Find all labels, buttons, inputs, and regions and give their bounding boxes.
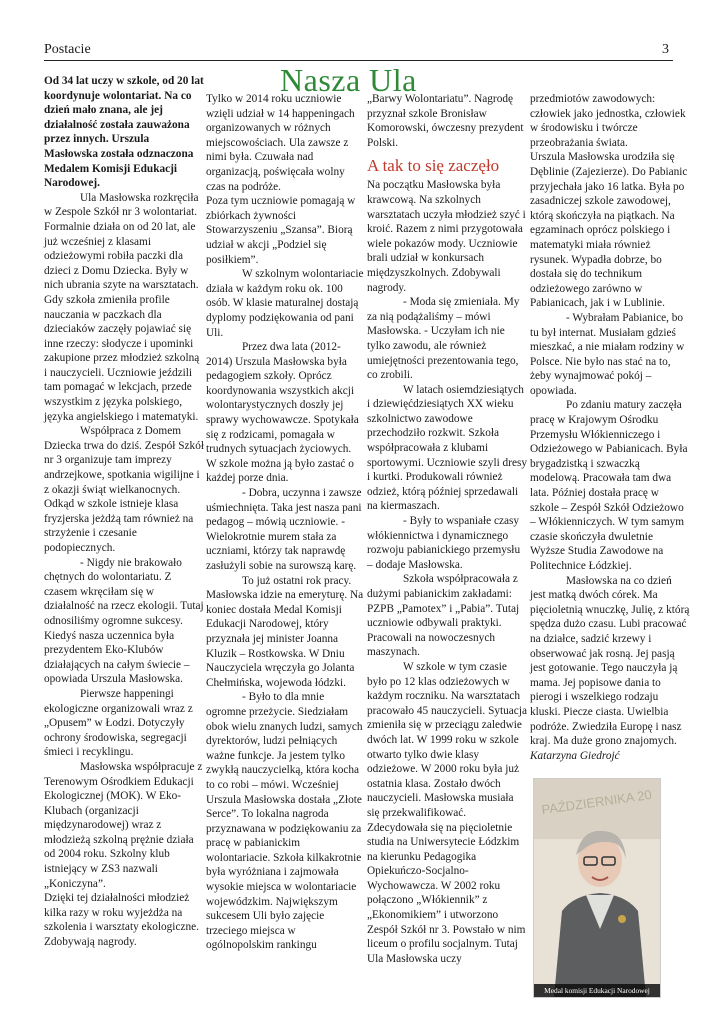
paragraph: - Było to dla mnie ogromne przeżycie. Siedziałam obok wielu znanych ludzi, samych dyrektorów, ludzi pełniących ważne funkcje. Ja jestem tylko zwykłą nauczycielką, która kocha to co robi – mówi. Wcześniej Urszula Masłowska dostała „Złote Serce”. To lokalna nagroda przyznawana w podziękowaniu za pracę w pabianickim wolontariacie. Szkoła kilkakrotnie była wyróżniana i zajmowała wysokie miejsca w wolontariacie wojewódzkim. Największym sukcesem Uli było zajęcie trzeciego miejsca w ogólnopolskim rankingu [206,691,363,952]
paragraph: Tylko w 2014 roku uczniowie wzięli udział w 14 happeningach organizowanych w różnych miejscowościach. Ula zawsze z nimi była. Czuwała nad organizacją, poświęcała wolny czas na podróże. [206,93,355,193]
column-3 [367,92,527,966]
paragraph: - Dobra, uczynna i zawsze uśmiechnięta. Taka jest nasza pani pedagog – mówią uczniowie. - Wielokrotnie murem stała za uczniami, którzy tak naprawdę zasłużyli sobie na surowszą karę. [206,487,362,572]
paragraph: Pierwsze happeningi ekologiczne organizowali wraz z „Opusem” w Łodzi. Dotyczyły ochrony środowiska, segregacji śmieci i recyklingu. [44,687,193,759]
column-1 [44,74,204,950]
portrait-illustration [534,779,660,997]
paragraph: W latach osiemdziesiątych i dziewięćdziesiątych XX wieku szkolnictwo zawodowe przechodziło rozkwit. Szkoła współpracowała z klubami sportowymi. Uczniowie szyli dresy i kurtki. Produkowali również odzież, którą później sprzedawali na kiermaszach. [367,383,528,513]
paragraph: To już ostatni rok pracy. Masłowska idzie na emeryturę. Na koniec dostała Medal Komisji Edukacji Narodowej, który przyznała jej minister Joanna Kluzik – Rostkowska. W Dniu Nauczyciela wręczyła go Jolanta Chełmińska, wojewoda łódzki. [206,574,364,689]
paragraph: „Barwy Wolontariatu”. Nagrodę przyznał szkole Bronisław Komorowski, ówczesny prezydent Polski. [367,93,524,149]
paragraph: Ula Masłowska rozkręciła w Zespole Szkół nr 3 wolontariat. Formalnie działa on od 20 lat, ale już wcześniej z klasami odzieżowymi robiła paczki dla dzieci z Domu Dziecka. Były w nich ubrania szyte na warsztatach. Gdy szkoła zmieniła profile nauczania w paczkach dla dzieciaków zaczęły pojawiać się inne rzeczy: słodycze i upominki zakupione przez młodzież szkolną i nauczycieli. Uczniowie jeździli tam pomagać w lekcjach, przede wszystkim z języka polskiego, języka angielskiego i matematyki. [44,191,200,423]
paragraph: przedmiotów zawodowych: człowiek jako jednostka, człowiek w środowisku i twórcze przeobrażania świata. [530,93,686,149]
paragraph: Na początku Masłowska była krawcową. Na szkolnych warsztatach uczyła młodzież szyć i kroić. Razem z nimi przygotowała wiele pokazów mody. Uczniowie brali udział w konkursach międzyszkolnych. Zdobywali nagrody. [367,179,526,294]
column-4 [530,92,690,763]
paragraph: Po zdaniu matury zaczęła pracę w Krajowym Ośrodku Przemysłu Włókienniczego i Odzieżowego w Pabianicach. Była brygadzistką i szwaczką modelową. Pracowała tam dwa lata. Później dostała pracę w szkole – Zespół Szkół Odzieżowo – Włókienniczych. W tym samym czasie skończyła dwuletnie Wyższe Studia Zawodowe na Politechnice Łódzkiej. [530,399,688,572]
paragraph: W szkole w tym czasie było po 12 klas odzieżowych w każdym roczniku. Na warsztatach pracowało 45 nauczycieli. Sytuacja zmieniła się w przeciągu zaledwie dwóch lat. W 1999 roku w szkole otwarto tylko dwie klasy odzieżowe. W 2000 roku była już ostatnia klasa. Zostało dwóch nauczycieli. Masłowska musiała się przekwalifikować. Zdecydowała się na pięcioletnie studia na Uniwersytecie Łódzkim na kierunku Pedagogika Opiekuńczo-Socjalno-Wychowawcza. W 2002 roku połączono „Włókiennik” z „Ekonomikiem” i utworzono Zespół Szkół nr 3. Powstało w nim liceum o profilu socjalnym. Tutaj Ula Masłowska uczy [367,660,527,965]
paragraph: Masłowska na co dzień jest matką dwóch córek. Ma pięcioletnią wnuczkę, Julię, z którą spędza dużo czasu. Lubi pracować na działce, sadzić krzewy i obserwować jak rosną. Jej pasją jest gotowanie. Tego nauczyła ją mama. Jej popisowe dania to pierogi i wszelkiego rodzaju kluski. Piecze ciasta. Uwielbia podróże. Zwiedziła Europę i nasz kraj. Ma duże grono znajomych. [530,574,690,748]
subheading: A tak to się zaczęło [367,156,500,176]
section-label: Postacie [44,42,91,57]
paragraph: - Były to wspaniałe czasy włókiennictwa i dynamicznego rozwoju pabianickiego przemysłu – dodaje Masłowska. [367,515,521,571]
paragraph: W szkolnym wolontariacie działa w każdym roku ok. 100 osób. W klasie maturalnej dostają dyplomy podziękowania od pani Uli. [206,268,364,339]
article-lead: Od 34 lat uczy w szkole, od 20 lat koordynuje wolontariat. Na co dzień mało znana, ale jej działalność została zauważona przez innych. Urszula Masłowska została odznaczona Medalem Komisji Edukacji Narodowej. [44,75,204,190]
portrait-photo [533,778,661,998]
paragraph: - Moda się zmieniała. My za nią podążaliśmy – mówi Masłowska. - Uczyłam ich nie tylko zawodu, ale również umiejętności prezentowania tego, co zrobili. [367,296,520,382]
paragraph: Poza tym uczniowie pomagają w zbiórkach żywności Stowarzyszeniu „Szansa”. Biorą udział w akcji „Podziel się posiłkiem”. [206,195,356,266]
author-signature: Katarzyna Giedrojć [530,749,620,762]
photo-caption: Medal komisji Edukacji Narodowej [534,984,660,997]
paragraph: - Wybrałam Pabianice, bo tu był internat. Musiałam gdzieś mieszkać, a nie miałam rodziny w Polsce. Nie było nas stać na to, żeby wynajmować pokój – opowiada. [530,311,685,397]
paragraph: Masłowska współpracuje z Terenowym Ośrodkiem Edukacji Ekologicznej (MOK). W Eko- Klubach (organizacji międzynarodowej) wraz z młodzieżą szkolną prężnie działa od 2004 roku. Szkolny klub istniejący w ZS3 nazwali „Koniczyna”. [44,760,203,890]
backdrop-text: PAŹDZIERNIKA 20 [540,786,653,818]
paragraph: Urszula Masłowska urodziła się Dęblinie (Zajezierze). Do Pabianic przyjechała jako 16 latka. Była po zasadniczej szkole zawodowej, którą skończyła na piątkach. Na egzaminach oprócz polskiego i matematyki miała również rysunek. Wypadła dobrze, bo dostała się do technikum odzieżowego zarówno w Pabianicach, jak i w Lublinie. [530,151,688,310]
paragraph: Współpraca z Domem Dziecka trwa do dziś. Zespół Szkół nr 3 organizuje tam imprezy andrzejkowe, spotkania wigilijne i z okazji świąt wielkanocnych. Odkąd w szkole istnieje klasa fryzjerska jeżdżą tam również na strzyżenie i czesanie podopiecznych. [44,425,204,554]
article-title: Nasza Ula [280,62,417,98]
paragraph: Szkoła współpracowała z dużymi pabianickim zakładami: PZPB „Pamotex” i „Pabia”. Tutaj uczniowie odbywali praktyki. Pracowali na nowoczesnych maszynach. [367,573,520,659]
header-rule [44,60,673,61]
paragraph: - Nigdy nie brakowało chętnych do wolontariatu. Z czasem wkręciłam się w działalność na rzecz ekologii. Tutaj odnosiliśmy ogromne sukcesy. Kiedyś nasza uczennica była prezydentem Eko-Klubów działających na całym świecie – opowiada Urszula Masłowska. [44,556,204,686]
column-2 [206,92,364,953]
page-number: 3 [662,42,669,57]
paragraph: Dzięki tej działalności młodzież kilka razy w roku wyjeżdża na szkolenia i warsztaty ekologiczne. Zdobywają nagrody. [44,892,199,949]
paragraph: Przez dwa lata (2012-2014) Urszula Masłowska była pedagogiem szkoły. Oprócz koordynowania wszystkich akcji wolontarystycznych doszły jej sprawy wychowawcze. Spotykała się z rodzicami, pomagała w trudnych sytuacjach życiowych. W szkole można ją było zastać o każdej porze dnia. [206,341,359,485]
